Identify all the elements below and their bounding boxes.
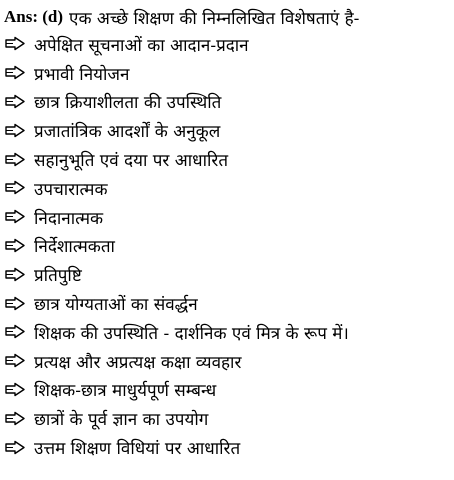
list-item-text: उत्तम शिक्षण विधियां पर आधारित — [34, 439, 241, 460]
list-item — [4, 318, 450, 347]
list-item-text: प्रजातांत्रिक आदर्शों के अनुकूल — [34, 122, 221, 143]
list-item — [4, 289, 450, 318]
list-item-text: शिक्षक-छात्र माधुर्यपूर्ण सम्बन्ध — [34, 381, 217, 402]
list-item — [4, 433, 450, 462]
hand-pointing-right-icon — [4, 152, 26, 168]
characteristics-list — [4, 30, 450, 462]
hand-pointing-right-icon — [4, 324, 26, 340]
list-item — [4, 260, 450, 289]
list-item — [4, 203, 450, 232]
hand-pointing-right-icon — [4, 65, 26, 81]
hand-pointing-right-icon — [4, 36, 26, 52]
list-item — [4, 116, 450, 145]
list-item-text: शिक्षक की उपस्थिति - दार्शनिक एवं मित्र के रूप में। — [34, 323, 349, 344]
list-item — [4, 174, 450, 203]
hand-pointing-right-icon — [4, 267, 26, 283]
list-item — [4, 145, 450, 174]
list-item-text: सहानुभूति एवं दया पर आधारित — [34, 151, 229, 172]
answer-content — [4, 4, 450, 462]
hand-pointing-right-icon — [4, 238, 26, 254]
hand-pointing-right-icon — [4, 440, 26, 456]
hand-pointing-right-icon — [4, 382, 26, 398]
hand-pointing-right-icon — [4, 180, 26, 196]
list-item — [4, 30, 450, 59]
list-item-text: छात्र योग्यताओं का संवर्द्धन — [34, 295, 198, 316]
hand-pointing-right-icon — [4, 209, 26, 225]
list-item — [4, 404, 450, 433]
hand-pointing-right-icon — [4, 123, 26, 139]
hand-pointing-right-icon — [4, 94, 26, 110]
list-item-text: छात्रों के पूर्व ज्ञान का उपयोग — [34, 410, 209, 431]
list-item — [4, 88, 450, 117]
hand-pointing-right-icon — [4, 353, 26, 369]
hand-pointing-right-icon — [4, 296, 26, 312]
list-item-text: प्रभावी नियोजन — [34, 64, 130, 85]
answer-intro-text: एक अच्छे शिक्षण की निम्नलिखित विशेषताएं है- — [69, 8, 360, 29]
list-item-text: उपचारात्मक — [34, 179, 108, 200]
answer-heading — [4, 4, 450, 30]
list-item-text: प्रतिपुष्टि — [34, 266, 82, 287]
hand-pointing-right-icon — [4, 411, 26, 427]
list-item — [4, 347, 450, 376]
list-item-text: निर्देशात्मकता — [34, 237, 115, 258]
list-item-text: प्रत्यक्ष और अप्रत्यक्ष कक्षा व्यवहार — [34, 352, 242, 373]
list-item-text: अपेक्षित सूचनाओं का आदान-प्रदान — [34, 35, 249, 56]
list-item — [4, 376, 450, 405]
list-item-text: निदानात्मक — [34, 208, 104, 229]
answer-label: Ans: (d) — [4, 7, 64, 26]
list-item — [4, 59, 450, 88]
list-item — [4, 232, 450, 261]
list-item-text: छात्र क्रियाशीलता की उपस्थिति — [34, 93, 222, 114]
